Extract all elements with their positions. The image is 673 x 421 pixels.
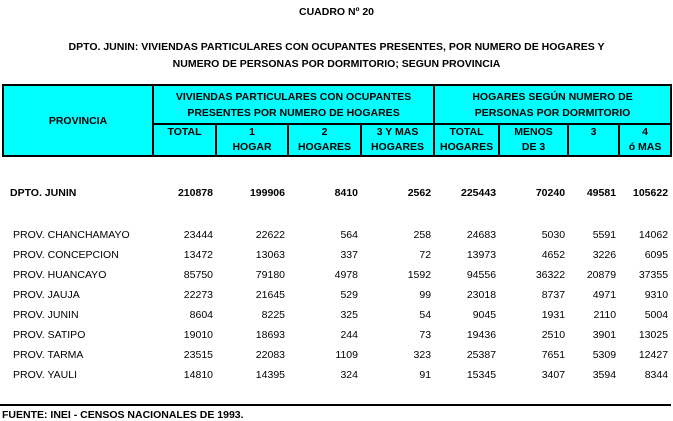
cell-value: 258	[413, 229, 432, 241]
cell-value: 22622	[255, 229, 285, 241]
cell-value: 564	[340, 229, 358, 241]
table-row	[3, 325, 671, 345]
column-header-3	[568, 124, 619, 156]
cell-value: 8225	[261, 309, 285, 321]
table-number-title: CUADRO Nº 20	[298, 6, 374, 18]
cell-value: 21645	[255, 289, 285, 301]
header-line: 1	[249, 126, 255, 138]
cell-value: 8604	[189, 309, 213, 321]
header-line: HOGARES	[297, 141, 352, 153]
cell-value: 105622	[633, 187, 669, 199]
row-label: PROV. SATIPO	[13, 329, 86, 341]
cell-value: 25387	[466, 349, 497, 361]
cell-value: 529	[340, 289, 358, 301]
cell-value: 19436	[466, 329, 497, 341]
table-title-line2: NUMERO DE PERSONAS POR DORMITORIO; SEGUN PROVINCIA	[172, 58, 501, 70]
cell-value: 73	[419, 329, 432, 341]
cell-value: 1592	[407, 269, 432, 281]
cell-value: 54	[419, 309, 432, 321]
header-line: MENOS	[514, 126, 553, 138]
cell-value: 5004	[644, 309, 669, 321]
group-header-line: PRESENTES POR NUMERO DE HOGARES	[187, 106, 400, 119]
source-note: FUENTE: INEI - CENSOS NACIONALES DE 1993.	[2, 409, 244, 421]
cell-value: 18693	[255, 329, 285, 341]
cell-value: 1931	[541, 309, 566, 321]
cell-value: 13063	[255, 249, 285, 261]
header-line: TOTAL	[449, 126, 484, 138]
table-header	[3, 85, 671, 156]
header-line: HOGARES	[440, 141, 494, 153]
cell-value: 1109	[335, 349, 358, 361]
table-row	[3, 345, 671, 365]
column-header-1-hogar	[216, 124, 288, 156]
row-label: PROV. YAULI	[13, 369, 78, 381]
cell-value: 70240	[535, 187, 566, 199]
cell-value: 12427	[638, 349, 669, 361]
header-line: HOGARES	[370, 141, 425, 153]
cell-value: 9045	[472, 309, 497, 321]
cell-value: 244	[340, 329, 358, 341]
table-row	[3, 265, 671, 285]
header-line: 3	[590, 126, 597, 138]
cell-value: 14062	[638, 229, 669, 241]
cell-value: 13472	[183, 249, 213, 261]
cell-value: 14810	[183, 369, 213, 381]
cell-value: 4978	[334, 269, 358, 281]
cell-value: 3407	[541, 369, 566, 381]
cell-value: 79180	[255, 269, 285, 281]
cell-value: 23018	[466, 289, 497, 301]
cell-value: 225443	[461, 187, 497, 199]
column-header-total	[153, 124, 216, 156]
group-header-line: PERSONAS POR DORMITORIO	[474, 106, 631, 119]
cell-value: 3901	[592, 329, 617, 341]
cell-value: 13973	[466, 249, 497, 261]
cell-value: 5030	[541, 229, 566, 241]
column-header-3-y-mas-hogares	[361, 124, 434, 156]
cell-value: 72	[419, 249, 432, 261]
cell-value: 2510	[541, 329, 566, 341]
column-header-provincia: PROVINCIA	[3, 85, 153, 156]
cell-value: 4652	[541, 249, 566, 261]
cell-value: 7651	[541, 349, 566, 361]
column-header-total-hogares	[434, 124, 499, 156]
row-label: PROV. CONCEPCION	[13, 249, 119, 261]
column-header-menos-de-3	[499, 124, 568, 156]
cell-value: 8737	[541, 289, 566, 301]
cell-value: 6095	[644, 249, 669, 261]
cell-value: 325	[340, 309, 358, 321]
column-header-2-hogares	[288, 124, 361, 156]
cell-value: 210878	[177, 187, 213, 199]
cell-value: 8344	[644, 369, 669, 381]
cell-value: 337	[340, 249, 358, 261]
cell-value: 13025	[638, 329, 669, 341]
table-row	[3, 365, 671, 385]
cell-value: 99	[419, 289, 432, 301]
row-label: PROV. TARMA	[13, 349, 84, 361]
cell-value: 85750	[183, 269, 213, 281]
table-title	[0, 39, 673, 73]
table-title-line1: DPTO. JUNIN: VIVIENDAS PARTICULARES CON OCUPANTES PRESENTES, POR NUMERO DE HOGARES Y	[68, 41, 605, 53]
cell-value: 22273	[183, 289, 213, 301]
group-header-hogares	[434, 85, 671, 124]
cell-value: 22083	[255, 349, 285, 361]
cell-value: 2110	[593, 309, 617, 321]
cell-value: 20879	[586, 269, 617, 281]
group-header-line: VIVIENDAS PARTICULARES CON OCUPANTES	[175, 90, 412, 103]
cell-value: 324	[340, 369, 358, 381]
cell-value: 5309	[592, 349, 617, 361]
cell-value: 199906	[249, 187, 285, 199]
row-label: PROV. HUANCAYO	[13, 269, 107, 281]
table-row	[3, 245, 671, 265]
header-line: ó MAS	[628, 141, 662, 153]
header-line: 2	[321, 126, 328, 138]
cell-value: 5591	[592, 229, 617, 241]
row-label: PROV. JAUJA	[13, 289, 80, 301]
cell-value: 37355	[638, 269, 669, 281]
cell-value: 2562	[407, 187, 432, 199]
cell-value: 9310	[644, 289, 669, 301]
cell-value: 23515	[183, 349, 213, 361]
cell-value: 323	[413, 349, 432, 361]
cell-value: 24683	[466, 229, 497, 241]
cell-value: 91	[419, 369, 432, 381]
group-header-viviendas	[153, 85, 434, 124]
row-label: PROV. JUNIN	[13, 309, 79, 321]
statistics-table	[2, 84, 672, 385]
table-body	[3, 156, 671, 385]
row-label: PROV. CHANCHAMAYO	[13, 229, 130, 241]
cell-value: 14395	[255, 369, 285, 381]
header-line: 3 Y MAS	[376, 126, 419, 138]
header-line: TOTAL	[167, 126, 202, 138]
table-row	[3, 156, 671, 203]
cell-value: 49581	[586, 187, 617, 199]
cell-value: 8410	[334, 187, 358, 199]
cell-value: 23444	[183, 229, 213, 241]
table-row	[3, 285, 671, 305]
row-label: DPTO. JUNIN	[10, 187, 77, 199]
table-row	[3, 203, 671, 245]
cell-value: 94556	[466, 269, 497, 281]
cell-value: 36322	[535, 269, 566, 281]
cell-value: 3594	[592, 369, 617, 381]
group-header-line: HOGARES SEGÚN NUMERO DE	[472, 90, 633, 103]
cell-value: 19010	[183, 329, 213, 341]
header-line: 4	[642, 126, 648, 138]
header-line: DE 3	[521, 141, 546, 153]
column-header-4-o-mas	[619, 124, 671, 156]
cell-value: 3226	[592, 249, 617, 261]
table-row	[3, 305, 671, 325]
cell-value: 15345	[466, 369, 497, 381]
cell-value: 4971	[592, 289, 617, 301]
header-line: HOGAR	[232, 141, 272, 153]
